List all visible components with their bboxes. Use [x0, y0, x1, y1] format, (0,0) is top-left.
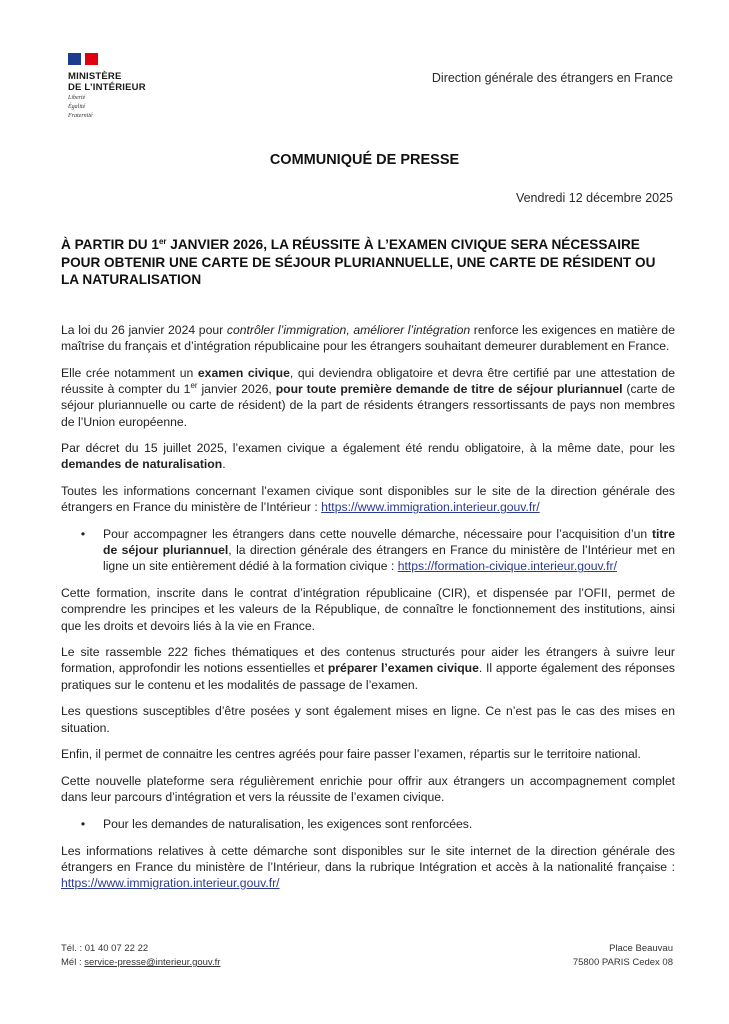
immigration-link-2[interactable]: https://www.immigration.interieur.gouv.fr/ — [61, 875, 280, 890]
motto-egalite: Égalité — [68, 104, 86, 110]
paragraph-fiches: Le site rassemble 222 fiches thématiques et des contenus structurés pour aider les étrangers à suivre leur formation, approfondir les notions essentielles et préparer l’examen civique. Il apporte également des réponses pratiques sur le contenu et les modalités de passage de l’examen. — [61, 645, 675, 692]
paragraph-questions: Les questions susceptibles d’être posées y sont également mises en ligne. Ce n’est pas le cas des mises en situation. — [61, 704, 675, 735]
paragraph-decret: Par décret du 15 juillet 2025, l’examen civique a également été rendu obligatoire, à la même date, pour les demandes de naturalisation. — [61, 441, 675, 472]
formation-civique-link[interactable]: https://formation-civique.interieur.gouv.fr/ — [397, 559, 617, 574]
french-flag-icon — [68, 53, 98, 65]
press-date: Vendredi 12 décembre 2025 — [515, 191, 673, 205]
paragraph-nationalite: Les informations relatives à cette démarche sont disponibles sur le site internet de la direction générale des étrangers en France du ministère de l’Intérieur, dans la rubrique Intégration et accès à la nationalité française : https://www.immigration.interieur.gouv.fr/ — [61, 843, 675, 890]
footer-phone: Tél. : 01 40 07 22 22 — [61, 943, 149, 954]
bullet-icon: • — [80, 816, 86, 831]
press-body — [61, 322, 675, 902]
paragraph-examen: Elle crée notamment un examen civique, qui deviendra obligatoire et devra être certifié par une attestation de réussite à compter du 1er janvier 2026, pour toute première demande de titre de séjour pluriannuel (carte de séjour pluriannuelle ou carte de résident) de la part de résidents étrangers ressortissants de pays non membres de l’Union européenne. — [61, 365, 676, 429]
address-line2: 75800 PARIS Cedex 08 — [572, 957, 673, 968]
immigration-link[interactable]: https://www.immigration.interieur.gouv.fr/ — [321, 500, 540, 515]
footer-address — [573, 942, 673, 970]
bullet-naturalisation: • Pour les demandes de naturalisation, les exigences sont renforcées. — [61, 816, 675, 832]
paragraph-cir: Cette formation, inscrite dans le contrat d’intégration républicaine (CIR), et dispensée par l’OFII, permet de comprendre les principes et les valeurs de la République, de connaître le fonctionnement des institutions, ainsi que les droits et devoirs liés à la vie en France. — [61, 586, 675, 633]
footer-contact — [61, 942, 220, 970]
paragraph-loi: La loi du 26 janvier 2024 pour contrôler l’immigration, améliorer l’intégration renforce les exigences en matière de maîtrise du français et d’intégration républicaine pour les étrangers souhaitant demeurer durablement en France. — [61, 323, 675, 354]
bullet-formation: • Pour accompagner les étrangers dans cette nouvelle démarche, nécessaire pour l’acquisition d’un titre de séjour pluriannuel, la direction générale des étrangers en France du ministère de l’Intérieur met en ligne un site entièrement dédié à la formation civique : https://formation-civique.interieur.gouv.fr/ — [61, 526, 675, 575]
email-link[interactable]: service-presse@interieur.gouv.fr — [84, 957, 221, 968]
paragraph-centres: Enfin, il permet de connaitre les centres agréés pour faire passer l’examen, répartis sur le territoire national. — [61, 747, 641, 762]
ministry-logo — [68, 53, 146, 120]
ministry-name-line2: DE L’INTÉRIEUR — [68, 82, 146, 93]
motto-fraternite: Fraternité — [68, 113, 93, 119]
bullet-icon: • — [80, 527, 86, 542]
ministry-name-line1: MINISTÈRE — [68, 71, 122, 82]
motto-liberte: Liberté — [68, 95, 86, 101]
paragraph-informations: Toutes les informations concernant l’examen civique sont disponibles sur le site de la direction générale des étrangers en France du ministère de l’Intérieur : https://www.immigration.interieur.gouv.fr/ — [61, 484, 675, 515]
address-line1: Place Beauvau — [609, 943, 673, 954]
direction-name: Direction générale des étrangers en France — [431, 71, 673, 85]
footer-email-line: Mél : service-presse@interieur.gouv.fr — [61, 957, 221, 968]
headline: À PARTIR DU 1er JANVIER 2026, LA RÉUSSITE À L’EXAMEN CIVIQUE SERA NÉCESSAIRE POUR OBTENIR UNE CARTE DE SÉJOUR PLURIANNUELLE, UNE CARTE DE RÉSIDENT OU LA NATURALISATION — [61, 237, 656, 287]
page-title: COMMUNIQUÉ DE PRESSE — [269, 152, 460, 168]
paragraph-plateforme: Cette nouvelle plateforme sera régulièrement enrichie pour offrir aux étrangers un accompagnement complet dans leur parcours d’intégration et vers la réussite de l’examen civique. — [61, 773, 675, 805]
